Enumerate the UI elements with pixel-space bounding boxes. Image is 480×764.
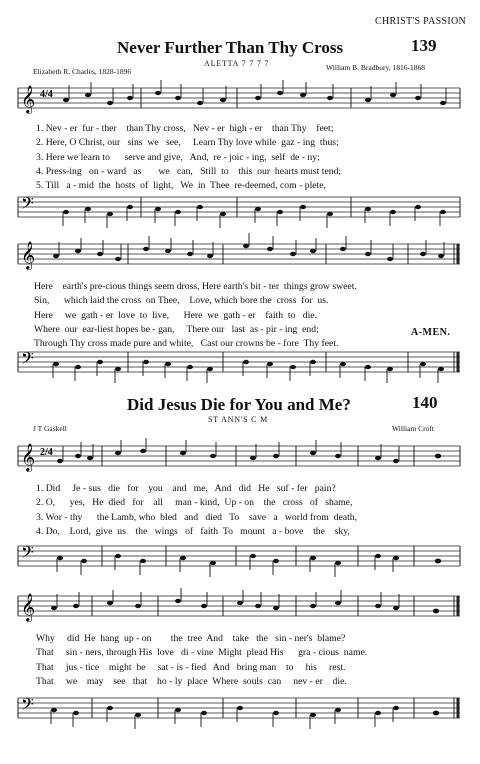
verse-line: Sin, which laid the cross on Thee, Love, which bore the cross for us. — [34, 295, 329, 307]
verse-line: 2. O, yes, He died for all man - kind, Up - on the cross of shame, — [36, 497, 353, 509]
verse-line: 1. Did Je - sus die for you and me, And did He suf - fer pain? — [36, 483, 336, 494]
hymn-140-author: J T Gaskell — [33, 424, 67, 433]
treble-clef-icon: 𝄞 — [21, 87, 36, 113]
hymn-140-system1-bass-staff — [18, 542, 460, 578]
section-header: CHRIST'S PASSION — [375, 16, 466, 27]
verse-line: Here we gath - er love to live, Here we gath - er faith to die. — [34, 309, 317, 321]
bass-clef-icon: 𝄢 — [21, 195, 34, 217]
verse-line: 4. Do, Lord, give us the wings of faith To mount a - bove the sky, — [36, 525, 350, 537]
verse-line: Where our ear-liest hopes be - gan, There our last as - pir - ing end; — [34, 323, 319, 335]
time-signature: 4/4 — [40, 89, 53, 100]
verse-line: 3. Here we learn to serve and give, And, re - joic - ing, self de - ny; — [36, 151, 320, 163]
verse-line: That we may see that ho - ly place Where souls can nev - er die. — [36, 675, 347, 687]
hymn-139-system1-lyrics — [36, 123, 341, 194]
verse-line: 1. Nev - er fur - ther than Thy cross, Nev - er high - er than Thy feet; — [36, 123, 334, 134]
hymn-140-title: Did Jesus Die for You and Me? — [127, 395, 351, 414]
hymn-139-system2-lyrics — [34, 281, 357, 352]
hymn-139-system2-bass-staff — [18, 348, 460, 384]
verse-line: 3. Wor - thy the Lamb, who bled and died To save a world from death, — [36, 511, 358, 523]
bass-clef-icon: 𝄢 — [21, 696, 34, 718]
verse-line: 2. Here, O Christ, our sins we see, Learn Thy love while gaz - ing thus; — [36, 137, 339, 149]
hymn-140-system1-lyrics — [36, 483, 357, 540]
time-signature: 2/4 — [40, 447, 53, 458]
verse-line: 5. Till a - mid the hosts of light, We in Thee re-deemed, com - plete, — [36, 180, 326, 192]
hymn-139-composer: William B. Bradbury, 1816-1868 — [326, 63, 425, 72]
verse-line: Here earth's pre-cious things seem dross, Here earth's bit - ter things grow sweet. — [34, 281, 357, 292]
verse-line: That jus - tice might be sat - is - fied And bring man to his rest. — [36, 661, 346, 673]
hymn-139-number: 139 — [411, 36, 437, 55]
hymn-140-number: 140 — [412, 393, 438, 412]
hymn-139-system1-bass-staff — [18, 193, 460, 229]
hymn-140-tune: ST ANN'S C M — [208, 415, 269, 424]
hymn-140-system2-treble-staff — [18, 590, 460, 630]
hymn-140-system2-bass-staff — [18, 694, 460, 730]
verse-line: Why did He hang up - on the tree And take the sin - ner's blame? — [36, 633, 346, 644]
staff-lines — [18, 88, 460, 108]
treble-clef-icon: 𝄞 — [21, 595, 36, 621]
hymn-139-system2-treble-staff — [18, 238, 460, 278]
hymn-139-author: Elizabeth R. Charles, 1828-1896 — [33, 67, 132, 76]
hymn-140-system1-treble-staff — [18, 440, 460, 480]
bass-clef-icon: 𝄢 — [21, 350, 34, 372]
hymn-139-tune: ALETTA 7 7 7 7 — [204, 59, 270, 68]
hymn-139-system1-treble-staff — [18, 82, 460, 122]
hymn-139-title: Never Further Than Thy Cross — [117, 38, 344, 57]
verse-line: Through Thy cross made pure and white, Cast our crowns be - fore Thy feet. — [34, 338, 339, 350]
verse-line: That sin - ners, through His love di - vine Might plead His gra - cious name. — [36, 647, 368, 659]
verse-line: 4. Press-ing on - ward as we can, Still to this our hearts must tend; — [36, 165, 342, 177]
treble-clef-icon: 𝄞 — [21, 445, 36, 471]
amen-label: A-MEN. — [411, 327, 451, 338]
hymn-140-system2-lyrics — [36, 633, 367, 690]
bass-clef-icon: 𝄢 — [21, 544, 34, 566]
hymn-140-composer: William Croft — [392, 424, 434, 433]
treble-clef-icon: 𝄞 — [21, 243, 36, 269]
